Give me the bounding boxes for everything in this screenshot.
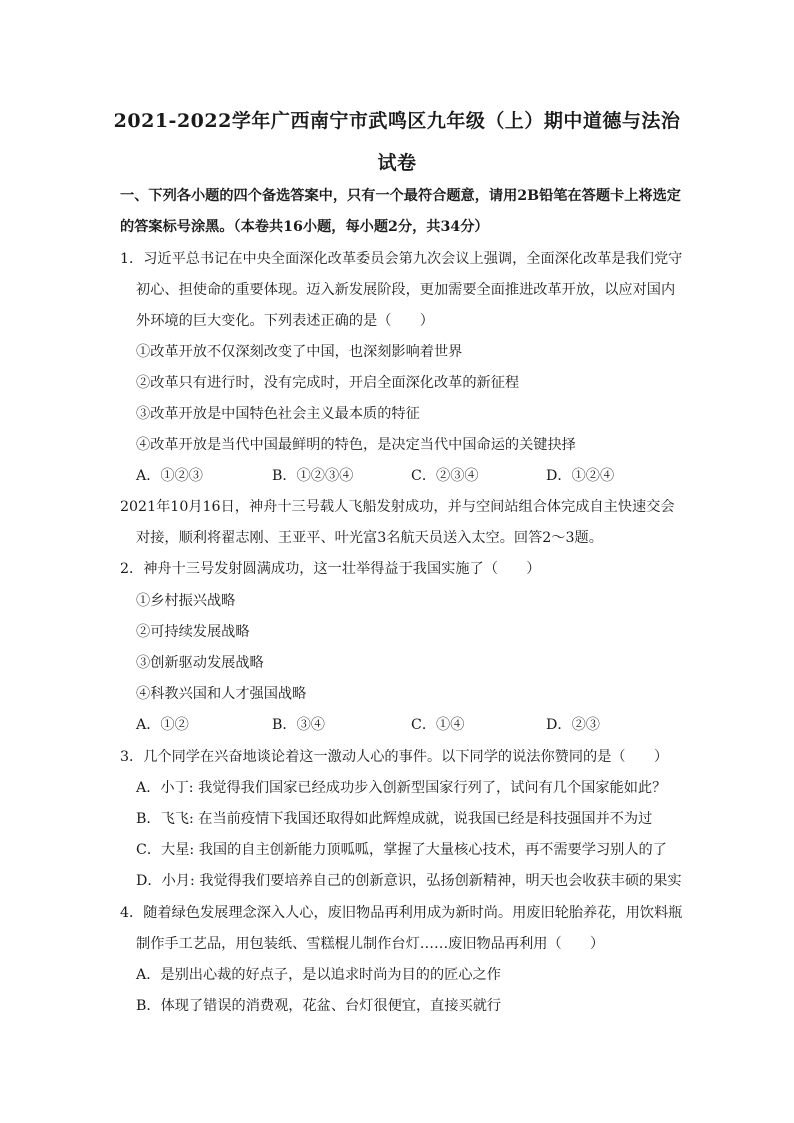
q4-option-b: B．体现了错误的消费观，花盆、台灯很便宜，直接买就行 bbox=[136, 998, 502, 1014]
q1-item-4: ④改革开放是当代中国最鲜明的特色，是决定当代中国命运的关键抉择 bbox=[136, 437, 576, 453]
q2-item-4: ④科教兴国和人才强国战略 bbox=[136, 686, 307, 702]
q3-option-a: A．小丁: 我觉得我们国家已经成功步入创新型国家行列了，试问有几个国家能如此？ bbox=[136, 780, 667, 796]
section-heading-line1: 一、下列各小题的四个备选答案中，只有一个最符合题意，请用2B铅笔在答题卡上将选定 bbox=[120, 188, 681, 204]
material-line2: 对接，顺利将翟志刚、王亚平、叶光富3名航天员送入太空。回答2～3题。 bbox=[136, 530, 603, 546]
q2-option-a: A．①② bbox=[136, 717, 189, 733]
q2-item-2: ②可持续发展战略 bbox=[136, 624, 250, 640]
q2-option-d: D．②③ bbox=[546, 717, 600, 733]
q2-stem: 2．神舟十三号发射圆满成功，这一壮举得益于我国实施了（ ） bbox=[120, 561, 541, 577]
section-heading-line2: 的答案标号涂黑。（本卷共16小题，每小题2分，共34分） bbox=[120, 219, 489, 235]
q1-option-b: B．①②③④ bbox=[272, 468, 354, 484]
material-line1: 2021年10月16日，神舟十三号载人飞船发射成功，并与空间站组合体完成自主快速交会 bbox=[120, 499, 675, 515]
q2-item-1: ①乡村振兴战略 bbox=[136, 593, 236, 609]
q1-option-c: C．②③④ bbox=[411, 468, 479, 484]
q4-option-a: A．是别出心裁的好点子，是以追求时尚为目的的匠心之作 bbox=[136, 967, 501, 983]
q1-item-2: ②改革只有进行时，没有完成时，开启全面深化改革的新征程 bbox=[136, 375, 520, 391]
q2-item-3: ③创新驱动发展战略 bbox=[136, 655, 264, 671]
q1-item-3: ③改革开放是中国特色社会主义最本质的特征 bbox=[136, 406, 420, 422]
q1-option-a: A．①②③ bbox=[136, 468, 203, 484]
q1-item-1: ①改革开放不仅深刻改变了中国，也深刻影响着世界 bbox=[136, 344, 463, 360]
exam-title-line1: 2021-2022学年广西南宁市武鸣区九年级（上）期中道德与法治 bbox=[113, 110, 681, 132]
q2-option-b: B．③④ bbox=[272, 717, 325, 733]
q1-stem-line2: 初心、担使命的重要体现。迈入新发展阶段，更加需要全面推进改革开放，以应对国内 bbox=[136, 282, 676, 298]
q3-option-c: C．大星: 我国的自主创新能力顶呱呱，掌握了大量核心技术，再不需要学习别人的了 bbox=[136, 842, 667, 858]
q1-stem-line3: 外环境的巨大变化。下列表述正确的是（ ） bbox=[136, 313, 434, 329]
q3-option-d: D．小月: 我觉得我们要培养自己的创新意识，弘扬创新精神，明天也会收获丰硕的果实 bbox=[136, 873, 682, 889]
q2-option-c: C．①④ bbox=[411, 717, 465, 733]
q1-stem-line1: 1．习近平总书记在中央全面深化改革委员会第九次会议上强调，全面深化改革是我们党守 bbox=[120, 251, 683, 267]
q3-option-b: B．飞飞: 在当前疫情下我国还取得如此辉煌成就，说我国已经是科技强国并不为过 bbox=[136, 811, 653, 827]
q4-stem-line2: 制作手工艺品，用包装纸、雪糕棍儿制作台灯……废旧物品再利用（ ） bbox=[136, 936, 605, 952]
q3-stem: 3．几个同学在兴奋地谈论着这一激动人心的事件。以下同学的说法你赞同的是（ ） bbox=[120, 749, 669, 765]
q4-stem-line1: 4．随着绿色发展理念深入人心，废旧物品再利用成为新时尚。用废旧轮胎养花，用饮料瓶 bbox=[120, 905, 683, 921]
q1-option-d: D．①②④ bbox=[546, 468, 615, 484]
exam-title-line2: 试卷 bbox=[377, 152, 417, 174]
